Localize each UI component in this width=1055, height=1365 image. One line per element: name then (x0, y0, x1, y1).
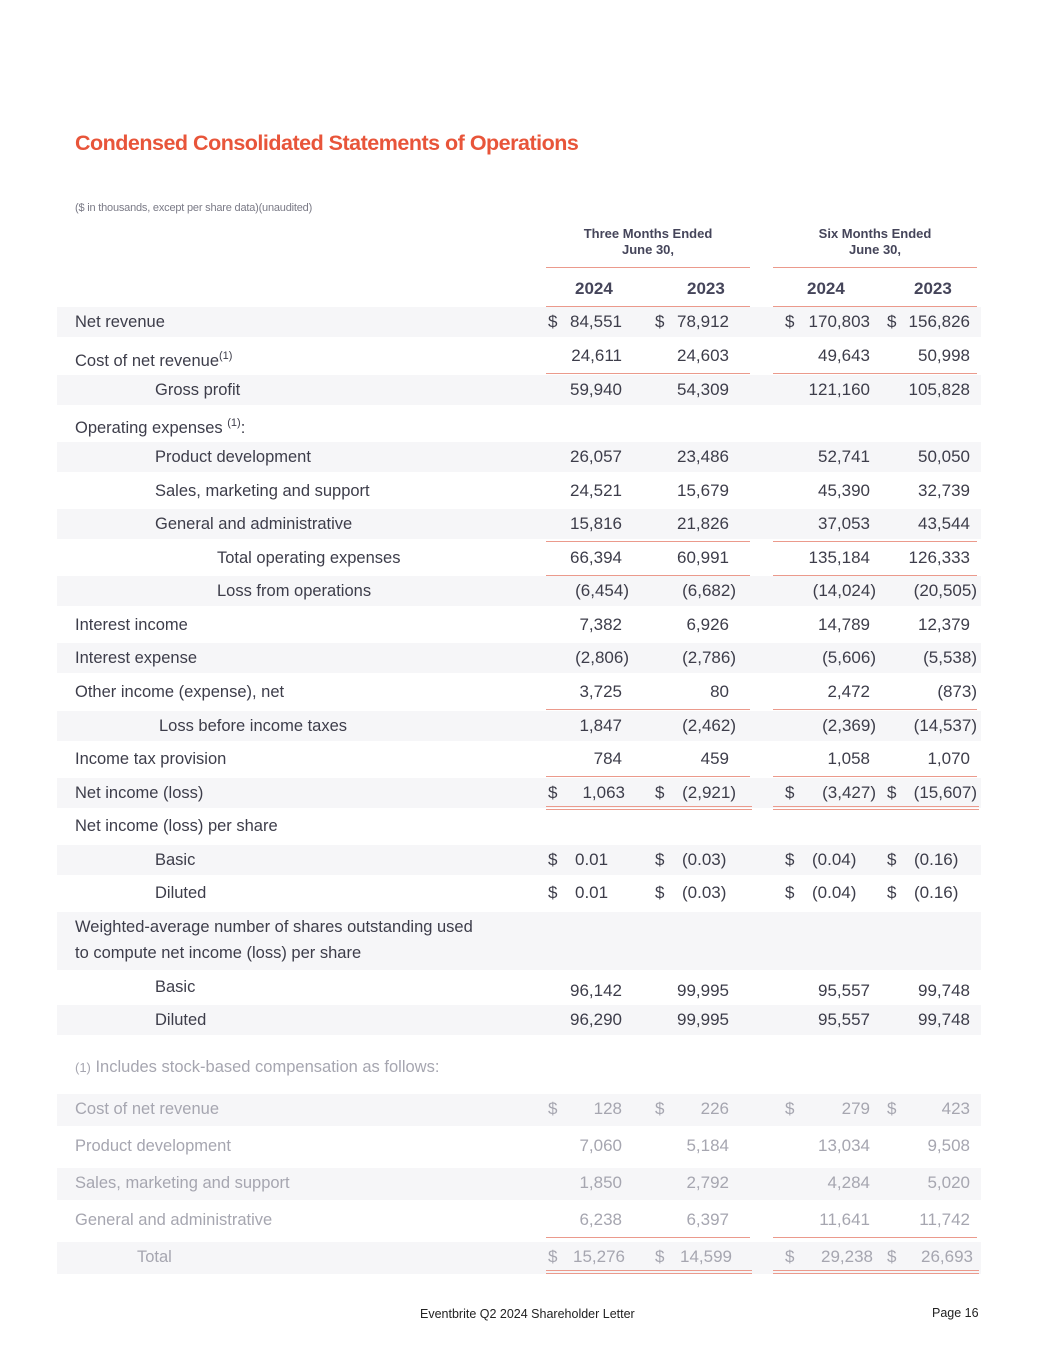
value-cell: 2,472 (827, 682, 870, 701)
value-cell: 80 (710, 682, 729, 701)
value-cell: 95,557 (818, 981, 870, 1000)
value-cell: 105,828 (908, 380, 970, 399)
value-cell: 5,020 (927, 1173, 970, 1192)
row-label (75, 1205, 272, 1235)
three-months-label: Three Months Ended (583, 226, 713, 241)
row-label (155, 476, 370, 506)
page-title: Condensed Consolidated Statements of Operations (75, 131, 579, 155)
value-cell: 23,486 (677, 447, 729, 466)
year-header-q-2023: 2023 (687, 279, 725, 298)
subtotal-rule (773, 1237, 977, 1238)
value-cell: 0.01 (575, 850, 609, 869)
value-cell: 54,309 (677, 380, 729, 399)
currency-symbol: $ (887, 783, 897, 802)
row-label-text: Other income (expense), net (75, 683, 285, 701)
value-cell: (0.03) (682, 883, 727, 902)
row-label-text: Product development (75, 1137, 231, 1155)
row-label (75, 643, 197, 673)
row-label (137, 1242, 172, 1272)
value-cell: 21,826 (677, 514, 729, 533)
row-label (75, 610, 188, 640)
value-cell: 1,850 (579, 1173, 622, 1192)
table-row (57, 878, 981, 908)
row-label (75, 1131, 231, 1161)
row-label (155, 375, 240, 405)
row-label (75, 914, 473, 972)
value-cell: 66,394 (570, 548, 622, 567)
row-label-text: Income tax provision (75, 750, 227, 768)
row-label-text: Basic (155, 978, 196, 996)
year-header-s-2024: 2024 (807, 279, 845, 298)
table-row (57, 1131, 981, 1163)
table-row (57, 711, 981, 741)
table-row (57, 476, 981, 506)
row-label (155, 878, 206, 908)
value-cell: 24,603 (677, 346, 729, 365)
table-row (57, 643, 981, 673)
value-cell: (6,682) (682, 581, 736, 600)
value-cell: (5,606) (822, 648, 876, 667)
row-label-text: Product development (155, 448, 311, 466)
row-label-text: General and administrative (75, 1211, 273, 1229)
table-row (57, 778, 981, 808)
value-cell: (14,537) (913, 716, 977, 735)
value-cell: (2,921) (682, 783, 736, 802)
row-label (155, 845, 195, 875)
value-cell: 5,184 (686, 1136, 729, 1155)
value-cell: (5,538) (923, 648, 977, 667)
value-cell: 26,693 (921, 1247, 973, 1266)
value-cell: (6,454) (575, 581, 629, 600)
value-cell: 459 (700, 749, 729, 768)
subtotal-rule (546, 709, 750, 710)
value-cell: 95,557 (818, 1010, 870, 1029)
currency-symbol: $ (785, 883, 795, 902)
table-row (57, 677, 981, 707)
currency-symbol: $ (548, 1247, 558, 1266)
currency-symbol: $ (785, 1099, 795, 1118)
subtotal-rule (546, 541, 750, 542)
table-row (57, 543, 981, 573)
value-cell: 45,390 (818, 481, 870, 500)
value-cell: 59,940 (570, 380, 622, 399)
value-cell: 32,739 (918, 481, 970, 500)
value-cell: (15,607) (913, 783, 977, 802)
value-cell: 99,995 (677, 1010, 729, 1029)
currency-symbol: $ (785, 312, 795, 331)
value-cell: 84,551 (570, 312, 622, 331)
value-cell: 60,991 (677, 548, 729, 567)
total-double-rule (773, 1270, 979, 1274)
currency-symbol: $ (548, 312, 558, 331)
value-cell: 11,641 (819, 1210, 870, 1229)
value-cell: 1,847 (579, 716, 622, 735)
value-cell: 6,238 (579, 1210, 622, 1229)
subtotal-rule (773, 541, 977, 542)
value-cell: 784 (593, 749, 622, 768)
row-label (155, 1005, 206, 1035)
row-label-text: Net revenue (75, 313, 165, 331)
currency-symbol: $ (887, 883, 897, 902)
subtotal-rule (546, 776, 750, 777)
value-cell: (0.03) (682, 850, 727, 869)
subtotal-rule (546, 1237, 750, 1238)
value-cell: 126,333 (908, 548, 970, 567)
row-label (75, 408, 245, 438)
row-label (155, 509, 352, 539)
value-cell: 279 (841, 1099, 870, 1118)
row-label-text-2: to compute net income (loss) per share (75, 944, 362, 962)
value-cell: 15,679 (677, 481, 729, 500)
value-cell: 2,792 (686, 1173, 729, 1192)
row-label-text: Gross profit (155, 381, 241, 399)
value-cell: 1,058 (827, 749, 870, 768)
table-row (57, 1168, 981, 1200)
value-cell: 99,748 (918, 1010, 970, 1029)
value-cell: (873) (937, 682, 977, 701)
value-cell: 15,816 (570, 514, 622, 533)
currency-symbol: $ (548, 1099, 558, 1118)
value-cell: 423 (941, 1099, 970, 1118)
value-cell: 6,397 (686, 1210, 729, 1229)
value-cell: (2,786) (682, 648, 736, 667)
table-row (57, 972, 981, 1002)
table-row (57, 1205, 981, 1237)
value-cell: 7,060 (579, 1136, 622, 1155)
row-label-text: Total (137, 1248, 172, 1266)
subtotal-rule (773, 709, 977, 710)
table-row (57, 1094, 981, 1126)
value-cell: (0.16) (914, 883, 959, 902)
value-cell: 14,789 (818, 615, 870, 634)
currency-symbol: $ (785, 1247, 795, 1266)
value-cell: 226 (700, 1099, 729, 1118)
row-label (75, 1168, 290, 1198)
row-label-text: Interest income (75, 616, 188, 634)
table-row (57, 1005, 981, 1035)
table-row (57, 408, 981, 438)
value-cell: 96,290 (570, 1010, 622, 1029)
six-months-label: Six Months Ended (818, 226, 932, 241)
table-row (57, 912, 981, 970)
currency-symbol: $ (655, 883, 665, 902)
currency-symbol: $ (887, 1247, 897, 1266)
value-cell: 6,926 (686, 615, 729, 634)
value-cell: 156,826 (908, 312, 970, 331)
table-row (57, 811, 981, 841)
label-suffix: : (240, 419, 246, 437)
currency-symbol: $ (548, 883, 558, 902)
currency-symbol: $ (887, 312, 897, 331)
row-label-text: Diluted (155, 884, 207, 902)
currency-symbol: $ (655, 312, 665, 331)
row-label (217, 576, 371, 606)
table-row (57, 744, 981, 774)
currency-symbol: $ (548, 850, 558, 869)
row-label (155, 972, 195, 1002)
value-cell: (2,462) (682, 716, 736, 735)
value-cell: (3,427) (822, 783, 876, 802)
currency-symbol: $ (548, 783, 558, 802)
row-label-text: Operating expenses (75, 419, 228, 437)
year-header-s-2023: 2023 (914, 279, 952, 298)
currency-symbol: $ (655, 1099, 665, 1118)
value-cell: 7,382 (579, 615, 622, 634)
footnote-ref: (1) (219, 350, 233, 362)
value-cell: (20,505) (913, 581, 977, 600)
value-cell: 50,998 (918, 346, 970, 365)
row-label-text: Diluted (155, 1011, 207, 1029)
currency-symbol: $ (785, 850, 795, 869)
value-cell: 9,508 (927, 1136, 970, 1155)
table-row (57, 576, 981, 606)
footnote-text: Includes stock-based compensation as follows: (90, 1058, 440, 1076)
table-row (57, 610, 981, 640)
value-cell: 50,050 (918, 447, 970, 466)
period-end-label: June 30, (621, 242, 675, 257)
table-row (57, 509, 981, 539)
value-cell: (0.04) (812, 850, 857, 869)
subtotal-rule (773, 776, 977, 777)
currency-symbol: $ (655, 850, 665, 869)
value-cell: 24,611 (571, 346, 622, 365)
row-label-text: Net income (loss) per share (75, 817, 278, 835)
row-label (75, 778, 203, 808)
value-cell: 11,742 (919, 1210, 970, 1229)
currency-symbol: $ (887, 850, 897, 869)
value-cell: 78,912 (677, 312, 729, 331)
value-cell: 29,238 (821, 1247, 873, 1266)
value-cell: 3,725 (579, 682, 622, 701)
value-cell: (2,806) (575, 648, 629, 667)
value-cell: 0.01 (575, 883, 609, 902)
value-cell: 26,057 (570, 447, 622, 466)
value-cell: 1,063 (582, 783, 625, 802)
value-cell: 170,803 (808, 312, 870, 331)
row-label (75, 677, 284, 707)
row-label-text: Interest expense (75, 649, 197, 667)
row-label (155, 442, 311, 472)
row-label-text: Total operating expenses (217, 549, 401, 567)
row-label (75, 307, 165, 337)
year-header-q-2024: 2024 (575, 279, 613, 298)
row-label (75, 341, 232, 371)
row-label-text: Loss before income taxes (159, 717, 348, 735)
value-cell: 15,276 (573, 1247, 625, 1266)
value-cell: 37,053 (818, 514, 870, 533)
table-row (57, 442, 981, 472)
row-label-text: Weighted-average number of shares outstanding used (75, 918, 473, 936)
table-row (57, 845, 981, 875)
row-label (75, 744, 226, 774)
three-months-header (546, 226, 750, 258)
value-cell: (0.04) (812, 883, 857, 902)
row-label-text: Cost of net revenue (75, 352, 220, 370)
value-cell: (2,369) (822, 716, 876, 735)
page-number: Page 16 (932, 1306, 979, 1320)
value-cell: 13,034 (818, 1136, 870, 1155)
row-label-text: Cost of net revenue (75, 1100, 220, 1118)
period-end-label: June 30, (848, 242, 902, 257)
subtotal-rule (546, 373, 750, 374)
currency-symbol: $ (655, 783, 665, 802)
header-rule (546, 267, 750, 268)
six-months-header (773, 226, 977, 258)
footnote-heading (75, 1058, 439, 1077)
row-label (75, 1094, 219, 1124)
total-double-rule (546, 806, 752, 810)
value-cell: 99,995 (677, 981, 729, 1000)
value-cell: 4,284 (827, 1173, 870, 1192)
value-cell: 12,379 (918, 615, 970, 634)
footer-title: Eventbrite Q2 2024 Shareholder Letter (420, 1307, 635, 1321)
value-cell: (0.16) (914, 850, 959, 869)
value-cell: 14,599 (680, 1247, 732, 1266)
value-cell: 49,643 (818, 346, 870, 365)
total-double-rule (773, 806, 979, 810)
value-cell: 99,748 (918, 981, 970, 1000)
value-cell: 43,544 (918, 514, 970, 533)
row-label (159, 711, 347, 741)
value-cell: 52,741 (818, 447, 870, 466)
total-double-rule (546, 1270, 752, 1274)
table-row (57, 341, 981, 371)
value-cell: 1,070 (927, 749, 970, 768)
value-cell: 121,160 (808, 380, 870, 399)
currency-symbol: $ (887, 1099, 897, 1118)
row-label (75, 811, 278, 841)
units-note: ($ in thousands, except per share data)(unaudited) (75, 202, 313, 214)
table-row (57, 375, 981, 405)
row-label-text: Loss from operations (217, 582, 372, 600)
footnote-marker: (1) (75, 1060, 91, 1075)
row-label (217, 543, 400, 573)
row-label-text: Basic (155, 851, 196, 869)
currency-symbol: $ (655, 1247, 665, 1266)
value-cell: 24,521 (570, 481, 622, 500)
subtotal-rule (773, 373, 977, 374)
row-label-text: Sales, marketing and support (155, 482, 370, 500)
currency-symbol: $ (785, 783, 795, 802)
value-cell: (14,024) (812, 581, 876, 600)
table-row (57, 307, 981, 337)
header-rule (773, 267, 977, 268)
row-label-text: Net income (loss) (75, 784, 204, 802)
value-cell: 128 (593, 1099, 622, 1118)
footnote-ref: (1) (227, 417, 241, 429)
row-label-text: Sales, marketing and support (75, 1174, 290, 1192)
value-cell: 96,142 (570, 981, 622, 1000)
row-label-text: General and administrative (155, 515, 353, 533)
value-cell: 135,184 (808, 548, 870, 567)
